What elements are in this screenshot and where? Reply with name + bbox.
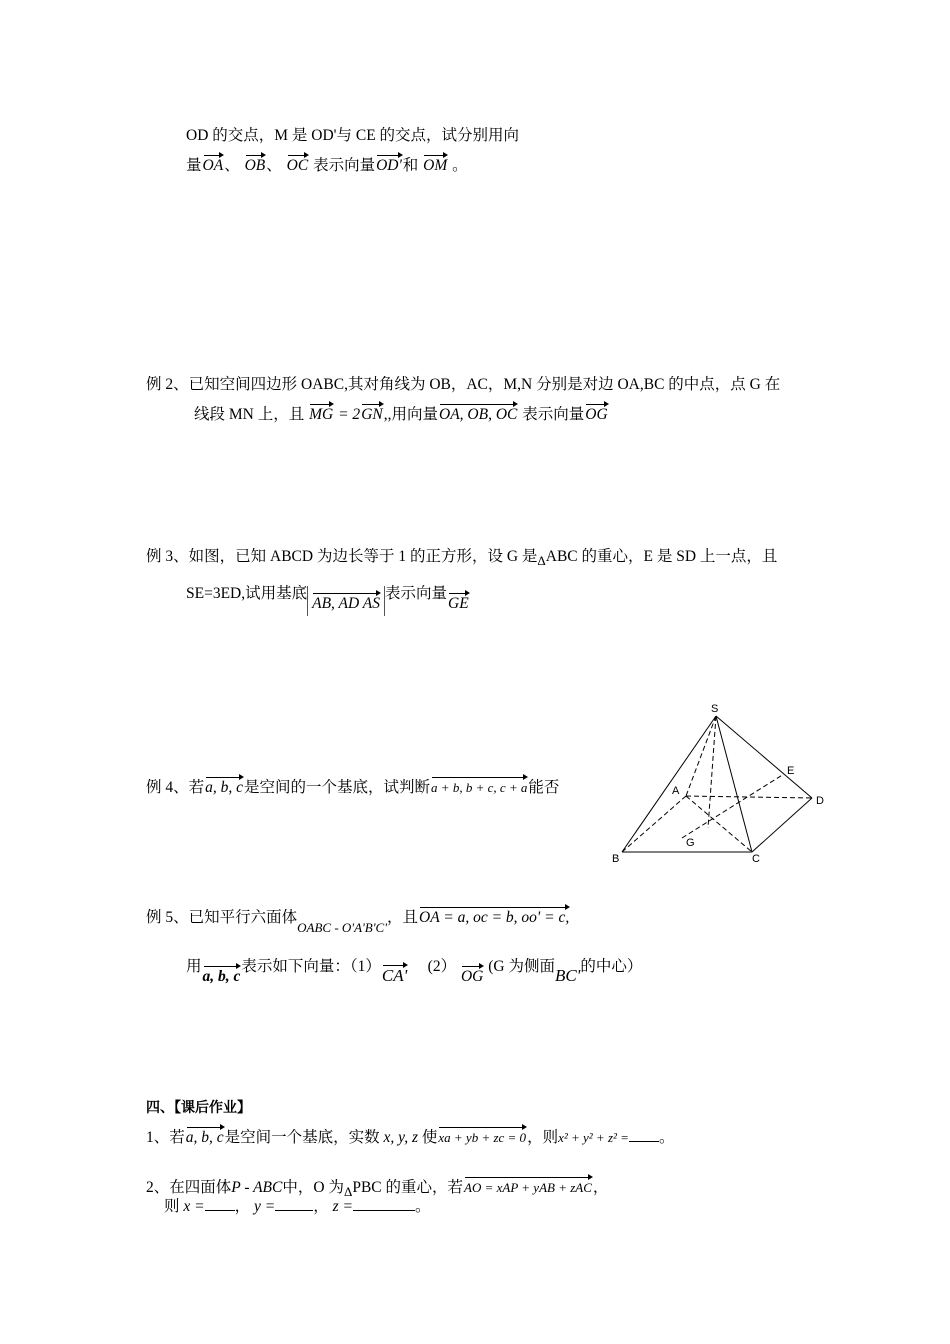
label-a: A: [672, 785, 680, 797]
hw-q2-mid2: PBC 的重心，若: [352, 1179, 464, 1196]
hw-q1-mid3: ，则: [527, 1129, 559, 1146]
label-s: S: [711, 703, 719, 715]
ex4-post: 能否: [528, 779, 560, 796]
ex5-face: BC': [554, 966, 581, 985]
label-b: B: [612, 853, 620, 865]
vector-mg: MG: [309, 399, 333, 425]
hw-q2-y: y =: [254, 1198, 276, 1215]
edge-ad: [686, 796, 812, 798]
edge-cd: [752, 798, 812, 852]
hw-q2: [146, 1172, 608, 1198]
ex2-line2: [194, 399, 609, 425]
hw-q2-z-blank[interactable]: [353, 1196, 415, 1211]
ex2-line2-mid2: 表示向量: [522, 406, 585, 423]
vector-og-2: OG: [461, 961, 483, 987]
label-g: G: [686, 837, 695, 849]
hw-q2-line2-pre: 则: [164, 1198, 180, 1215]
ex3-line1-pre: 例 3、如图，已知 ABCD 为边长等于 1 的正方形，设 G 是: [146, 548, 538, 565]
homework-heading: 四、【课后作业】: [146, 1100, 251, 1116]
ex3-line2-pre: SE=3ED,试用基底: [186, 585, 308, 602]
hw-q1: [146, 1122, 674, 1148]
hw-q1-abc: a, b, c: [186, 1122, 224, 1148]
hw-q2-pre: 2、在四面体: [146, 1179, 232, 1196]
hw-q1-end: 。: [658, 1129, 675, 1146]
ex5-comma: ，且: [386, 909, 418, 926]
hw-q2-x-blank[interactable]: [205, 1196, 235, 1211]
hw-q1-expr2: x² + y² + z² =: [558, 1130, 629, 1145]
hw-q2-end2: 。: [414, 1198, 431, 1215]
p1-line2: [186, 150, 468, 176]
ex5-abc-vectors: a, b, c: [203, 961, 241, 987]
ex3-delta: Δ: [537, 553, 546, 568]
vector-ge: GE: [448, 588, 469, 614]
vector-od-prime: OD': [376, 150, 402, 176]
hw-q2-line2: [164, 1196, 431, 1217]
vector-gn: GN: [361, 399, 383, 425]
vector-ca-prime: CA': [382, 960, 407, 986]
ex3-line1: [146, 547, 777, 567]
vector-list-oa-ob-oc: OA, OB, OC: [439, 399, 517, 425]
hw-q1-mid2: 使: [421, 1129, 438, 1146]
edge-ac: [686, 796, 752, 852]
p1-end: 。: [452, 157, 468, 174]
basis-set: [307, 586, 385, 616]
segment-ge: [682, 774, 784, 838]
ex5-relations: OA = a, oc = b, oo' = c,: [419, 902, 569, 928]
edge-ab: [622, 796, 686, 852]
hw-q2-sep2: ，: [313, 1198, 329, 1215]
ex4-line: [146, 772, 559, 798]
p1-sep2: 、: [266, 157, 282, 174]
pyramid-figure: [600, 700, 840, 870]
ex4-sum-vectors: a + b, b + c, c + a: [431, 772, 527, 798]
hw-q1-blank[interactable]: [629, 1127, 659, 1142]
ex5-line2-mid: 表示如下向量：（1）: [241, 958, 381, 975]
hw-q2-expr: AO = xAP + yAB + zAC: [464, 1172, 592, 1198]
ex5-note-post: 的中心）: [580, 958, 643, 975]
ex4-pre: 例 4、若: [146, 779, 205, 796]
hw-q1-mid: 是空间一个基底，实数: [224, 1129, 380, 1146]
ex2-eq: = 2: [338, 406, 361, 423]
vector-og: OG: [585, 399, 607, 425]
hw-q2-delta: Δ: [343, 1184, 353, 1199]
hw-q2-solid: P - ABC: [231, 1179, 283, 1196]
vector-ob: OB: [245, 150, 266, 176]
p1-sep1: 、: [224, 157, 240, 174]
hw-q1-expr: xa + yb + zc = 0: [438, 1122, 526, 1148]
ex4-abc-vectors: a, b, c: [205, 772, 243, 798]
ex5-line2-pre: 用: [186, 958, 202, 975]
hw-q1-pre: 1、若: [146, 1129, 185, 1146]
ex3-line1-post: ABC 的重心，E 是 SD 上一点，且: [545, 548, 778, 565]
hw-q2-z: z =: [332, 1198, 353, 1215]
ex5-part2: (2）: [427, 958, 457, 975]
label-c: C: [752, 853, 760, 865]
ex2-line2-mid: ,,用向量: [383, 406, 438, 423]
vector-om: OM: [423, 150, 447, 176]
hw-q2-x: x =: [183, 1198, 205, 1215]
p1-line1: OD 的交点，M 是 OD'与 CE 的交点，试分别用向: [186, 127, 520, 144]
hw-q2-end: ，: [592, 1179, 609, 1196]
hw-q2-mid: 中，O 为: [282, 1179, 344, 1196]
basis-vectors: AB, AD AS: [312, 588, 380, 614]
vector-oa: OA: [203, 150, 224, 176]
ex3-line2: [186, 576, 470, 612]
ex2-line2-pre: 线段 MN 上，且: [194, 406, 305, 423]
ex3-line2-mid: 表示向量: [385, 585, 448, 602]
ex2-line1: 例 2、已知空间四边形 OABC,其对角线为 OB，AC，M,N 分别是对边 OA,BC 的中点，点 G 在: [146, 376, 781, 393]
ex5-line1: [146, 902, 570, 935]
hw-q2-y-blank[interactable]: [275, 1196, 313, 1211]
vector-oc: OC: [287, 150, 309, 176]
label-d: D: [816, 795, 824, 807]
hw-q2-sep1: ，: [234, 1198, 251, 1215]
ex4-mid: 是空间的一个基底，试判断: [244, 779, 431, 796]
edge-sc: [716, 716, 752, 852]
ex5-solid: OABC - O'A'B'C': [297, 920, 387, 935]
ex5-pre: 例 5、已知平行六面体: [146, 909, 298, 926]
p1-mid: 表示向量: [313, 157, 376, 174]
hw-q1-xyz: x, y, z: [383, 1129, 418, 1146]
edge-sd: [716, 716, 812, 798]
p1-and: 和: [402, 157, 419, 174]
ex5-line2: [186, 950, 643, 985]
p1-text-pre: 量: [186, 157, 202, 174]
ex5-note-pre: (G 为侧面: [488, 958, 555, 975]
edge-sb: [622, 716, 716, 852]
label-e: E: [787, 765, 795, 777]
